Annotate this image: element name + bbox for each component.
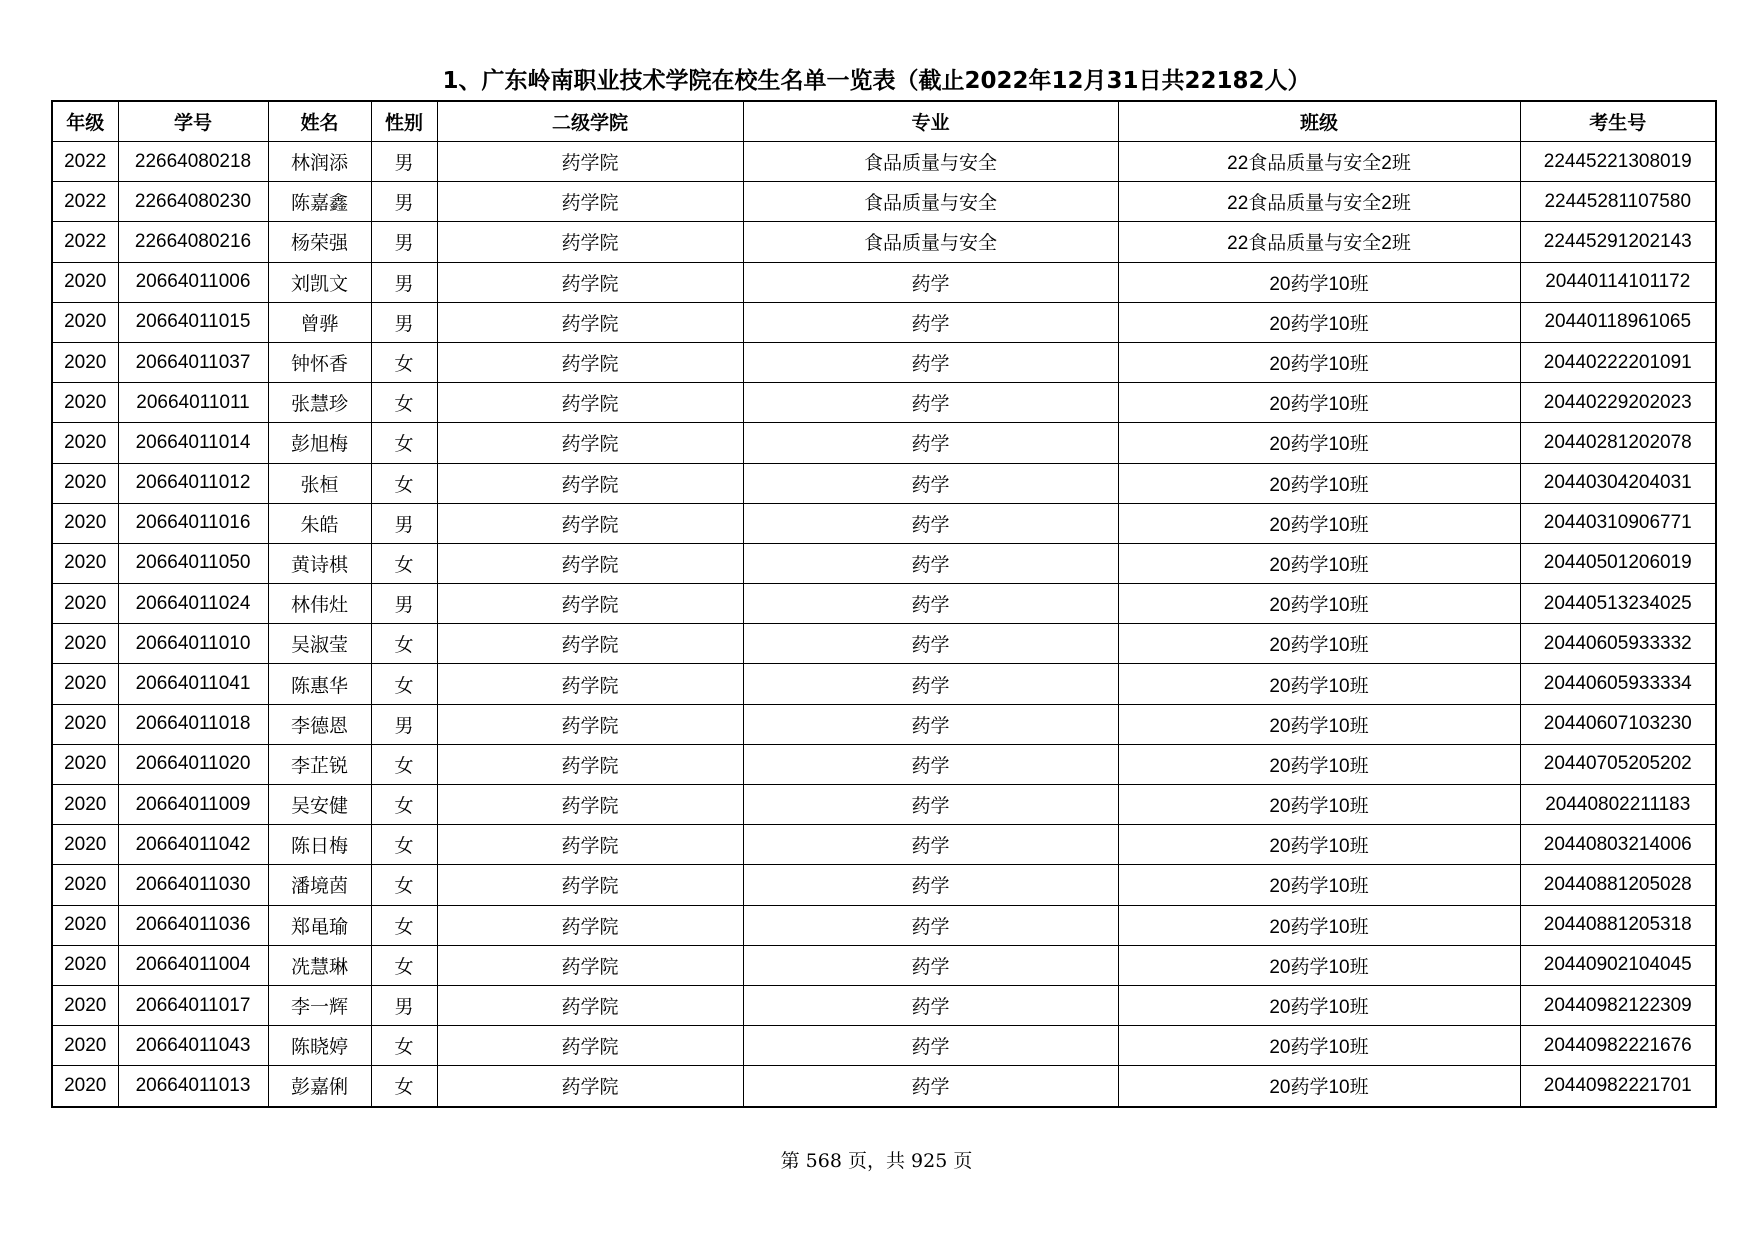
major-cell: 药学 [743,543,1118,583]
class-cell: 22食品质量与安全2班 [1118,142,1520,182]
grade-cell: 2020 [52,744,118,784]
grade-cell: 2020 [52,865,118,905]
college-cell: 药学院 [437,503,743,543]
gender-cell: 男 [371,704,437,744]
column-header-college: 二级学院 [437,101,743,142]
grade-cell: 2020 [52,342,118,382]
table-row [52,664,1716,704]
grade-cell: 2020 [52,584,118,624]
student-id-cell: 20664011010 [118,624,268,664]
gender-cell: 男 [371,302,437,342]
college-cell: 药学院 [437,383,743,423]
name-cell: 彭嘉俐 [268,1066,371,1107]
table-row [52,584,1716,624]
name-cell: 陈晓婷 [268,1026,371,1066]
student-id-cell: 20664011011 [118,383,268,423]
student-id-cell: 20664011012 [118,463,268,503]
grade-cell: 2020 [52,463,118,503]
major-cell: 食品质量与安全 [743,222,1118,262]
college-cell: 药学院 [437,463,743,503]
class-cell: 22食品质量与安全2班 [1118,182,1520,222]
class-cell: 20药学10班 [1118,825,1520,865]
major-cell: 药学 [743,463,1118,503]
gender-cell: 男 [371,503,437,543]
major-cell: 药学 [743,1026,1118,1066]
column-header-gender: 性别 [371,101,437,142]
student-id-cell: 20664011017 [118,985,268,1025]
exam-number-cell: 22445291202143 [1520,222,1716,262]
major-cell: 药学 [743,825,1118,865]
college-cell: 药学院 [437,262,743,302]
grade-cell: 2020 [52,785,118,825]
student-id-cell: 20664011024 [118,584,268,624]
name-cell: 彭旭梅 [268,423,371,463]
class-cell: 20药学10班 [1118,1066,1520,1107]
student-id-cell: 20664011006 [118,262,268,302]
major-cell: 药学 [743,744,1118,784]
table-row [52,985,1716,1025]
exam-number-cell: 20440982221701 [1520,1066,1716,1107]
major-cell: 药学 [743,342,1118,382]
exam-number-cell: 20440803214006 [1520,825,1716,865]
exam-number-cell: 20440605933332 [1520,624,1716,664]
grade-cell: 2020 [52,985,118,1025]
class-cell: 20药学10班 [1118,342,1520,382]
gender-cell: 男 [371,985,437,1025]
gender-cell: 女 [371,1066,437,1107]
exam-number-cell: 20440982221676 [1520,1026,1716,1066]
table-row [52,905,1716,945]
name-cell: 吴安健 [268,785,371,825]
student-id-cell: 20664011043 [118,1026,268,1066]
table-header-row [52,101,1716,142]
column-header-grade: 年级 [52,101,118,142]
exam-number-cell: 20440605933334 [1520,664,1716,704]
college-cell: 药学院 [437,704,743,744]
major-cell: 药学 [743,785,1118,825]
gender-cell: 女 [371,463,437,503]
major-cell: 药学 [743,905,1118,945]
table-row [52,463,1716,503]
column-header-class: 班级 [1118,101,1520,142]
exam-number-cell: 22445281107580 [1520,182,1716,222]
exam-number-cell: 20440513234025 [1520,584,1716,624]
student-id-cell: 20664011013 [118,1066,268,1107]
name-cell: 李德恩 [268,704,371,744]
student-id-cell: 20664011042 [118,825,268,865]
student-id-cell: 20664011015 [118,302,268,342]
class-cell: 20药学10班 [1118,262,1520,302]
name-cell: 钟怀香 [268,342,371,382]
class-cell: 20药学10班 [1118,945,1520,985]
class-cell: 20药学10班 [1118,704,1520,744]
major-cell: 药学 [743,584,1118,624]
major-cell: 药学 [743,945,1118,985]
student-roster-table [51,100,1717,1108]
major-cell: 食品质量与安全 [743,182,1118,222]
name-cell: 冼慧琳 [268,945,371,985]
exam-number-cell: 20440281202078 [1520,423,1716,463]
gender-cell: 女 [371,865,437,905]
name-cell: 陈惠华 [268,664,371,704]
class-cell: 20药学10班 [1118,543,1520,583]
student-id-cell: 22664080230 [118,182,268,222]
college-cell: 药学院 [437,302,743,342]
gender-cell: 男 [371,142,437,182]
table-row [52,222,1716,262]
gender-cell: 男 [371,182,437,222]
table-row [52,744,1716,784]
exam-number-cell: 20440705205202 [1520,744,1716,784]
grade-cell: 2022 [52,222,118,262]
table-row [52,383,1716,423]
column-header-major: 专业 [743,101,1118,142]
gender-cell: 男 [371,584,437,624]
grade-cell: 2020 [52,1026,118,1066]
college-cell: 药学院 [437,182,743,222]
college-cell: 药学院 [437,222,743,262]
major-cell: 药学 [743,865,1118,905]
grade-cell: 2020 [52,704,118,744]
student-id-cell: 22664080218 [118,142,268,182]
class-cell: 20药学10班 [1118,1026,1520,1066]
major-cell: 药学 [743,262,1118,302]
exam-number-cell: 20440310906771 [1520,503,1716,543]
class-cell: 20药学10班 [1118,985,1520,1025]
major-cell: 药学 [743,985,1118,1025]
exam-number-cell: 20440881205028 [1520,865,1716,905]
table-row [52,543,1716,583]
class-cell: 20药学10班 [1118,865,1520,905]
name-cell: 林伟灶 [268,584,371,624]
name-cell: 吴淑莹 [268,624,371,664]
grade-cell: 2020 [52,262,118,302]
gender-cell: 女 [371,1026,437,1066]
name-cell: 朱皓 [268,503,371,543]
gender-cell: 女 [371,624,437,664]
exam-number-cell: 20440222201091 [1520,342,1716,382]
gender-cell: 女 [371,905,437,945]
student-id-cell: 20664011050 [118,543,268,583]
table-row [52,785,1716,825]
college-cell: 药学院 [437,584,743,624]
table-row [52,1066,1716,1107]
table-row [52,503,1716,543]
gender-cell: 女 [371,664,437,704]
name-cell: 陈日梅 [268,825,371,865]
grade-cell: 2020 [52,543,118,583]
class-cell: 20药学10班 [1118,383,1520,423]
gender-cell: 女 [371,423,437,463]
column-header-student-id: 学号 [118,101,268,142]
student-id-cell: 20664011018 [118,704,268,744]
college-cell: 药学院 [437,624,743,664]
class-cell: 20药学10班 [1118,744,1520,784]
college-cell: 药学院 [437,543,743,583]
exam-number-cell: 20440501206019 [1520,543,1716,583]
name-cell: 刘凯文 [268,262,371,302]
college-cell: 药学院 [437,423,743,463]
name-cell: 潘境茵 [268,865,371,905]
exam-number-cell: 20440607103230 [1520,704,1716,744]
college-cell: 药学院 [437,985,743,1025]
student-id-cell: 20664011030 [118,865,268,905]
class-cell: 20药学10班 [1118,664,1520,704]
name-cell: 杨荣强 [268,222,371,262]
grade-cell: 2020 [52,1066,118,1107]
table-row [52,865,1716,905]
gender-cell: 女 [371,744,437,784]
class-cell: 20药学10班 [1118,905,1520,945]
class-cell: 20药学10班 [1118,463,1520,503]
student-id-cell: 20664011016 [118,503,268,543]
college-cell: 药学院 [437,1066,743,1107]
table-row [52,302,1716,342]
exam-number-cell: 20440114101172 [1520,262,1716,302]
major-cell: 食品质量与安全 [743,142,1118,182]
exam-number-cell: 20440229202023 [1520,383,1716,423]
college-cell: 药学院 [437,785,743,825]
grade-cell: 2020 [52,302,118,342]
exam-number-cell: 20440304204031 [1520,463,1716,503]
college-cell: 药学院 [437,945,743,985]
class-cell: 20药学10班 [1118,584,1520,624]
class-cell: 22食品质量与安全2班 [1118,222,1520,262]
gender-cell: 男 [371,222,437,262]
class-cell: 20药学10班 [1118,302,1520,342]
name-cell: 张桓 [268,463,371,503]
class-cell: 20药学10班 [1118,624,1520,664]
exam-number-cell: 20440881205318 [1520,905,1716,945]
name-cell: 黄诗棋 [268,543,371,583]
exam-number-cell: 20440982122309 [1520,985,1716,1025]
gender-cell: 女 [371,825,437,865]
exam-number-cell: 20440902104045 [1520,945,1716,985]
name-cell: 林润添 [268,142,371,182]
gender-cell: 女 [371,383,437,423]
gender-cell: 男 [371,262,437,302]
name-cell: 张慧珍 [268,383,371,423]
table-body [52,142,1716,1107]
gender-cell: 女 [371,543,437,583]
grade-cell: 2020 [52,905,118,945]
major-cell: 药学 [743,664,1118,704]
major-cell: 药学 [743,423,1118,463]
table-row [52,825,1716,865]
major-cell: 药学 [743,1066,1118,1107]
college-cell: 药学院 [437,1026,743,1066]
major-cell: 药学 [743,383,1118,423]
column-header-exam-number: 考生号 [1520,101,1716,142]
major-cell: 药学 [743,503,1118,543]
college-cell: 药学院 [437,342,743,382]
college-cell: 药学院 [437,865,743,905]
table-row [52,142,1716,182]
gender-cell: 女 [371,785,437,825]
class-cell: 20药学10班 [1118,423,1520,463]
exam-number-cell: 22445221308019 [1520,142,1716,182]
table-row [52,262,1716,302]
column-header-name: 姓名 [268,101,371,142]
grade-cell: 2020 [52,423,118,463]
grade-cell: 2020 [52,945,118,985]
student-id-cell: 20664011020 [118,744,268,784]
class-cell: 20药学10班 [1118,503,1520,543]
college-cell: 药学院 [437,664,743,704]
name-cell: 郑黾瑜 [268,905,371,945]
grade-cell: 2020 [52,664,118,704]
table-row [52,704,1716,744]
gender-cell: 女 [371,342,437,382]
table-row [52,342,1716,382]
college-cell: 药学院 [437,142,743,182]
name-cell: 曾骅 [268,302,371,342]
table-row [52,624,1716,664]
table-row [52,1026,1716,1066]
gender-cell: 女 [371,945,437,985]
major-cell: 药学 [743,624,1118,664]
class-cell: 20药学10班 [1118,785,1520,825]
student-id-cell: 22664080216 [118,222,268,262]
student-id-cell: 20664011014 [118,423,268,463]
student-id-cell: 20664011036 [118,905,268,945]
exam-number-cell: 20440118961065 [1520,302,1716,342]
exam-number-cell: 20440802211183 [1520,785,1716,825]
document-title: 1、广东岭南职业技术学院在校生名单一览表（截止2022年12月31日共22182人） [442,68,1311,94]
college-cell: 药学院 [437,905,743,945]
student-id-cell: 20664011004 [118,945,268,985]
student-id-cell: 20664011009 [118,785,268,825]
college-cell: 药学院 [437,744,743,784]
student-id-cell: 20664011041 [118,664,268,704]
table-row [52,945,1716,985]
page-footer: 第 568 页，共 925 页 [780,1150,973,1172]
table-row [52,182,1716,222]
name-cell: 李芷锐 [268,744,371,784]
grade-cell: 2020 [52,825,118,865]
grade-cell: 2020 [52,383,118,423]
major-cell: 药学 [743,704,1118,744]
grade-cell: 2022 [52,142,118,182]
name-cell: 李一辉 [268,985,371,1025]
major-cell: 药学 [743,302,1118,342]
grade-cell: 2022 [52,182,118,222]
college-cell: 药学院 [437,825,743,865]
table-row [52,423,1716,463]
grade-cell: 2020 [52,503,118,543]
student-id-cell: 20664011037 [118,342,268,382]
name-cell: 陈嘉鑫 [268,182,371,222]
grade-cell: 2020 [52,624,118,664]
